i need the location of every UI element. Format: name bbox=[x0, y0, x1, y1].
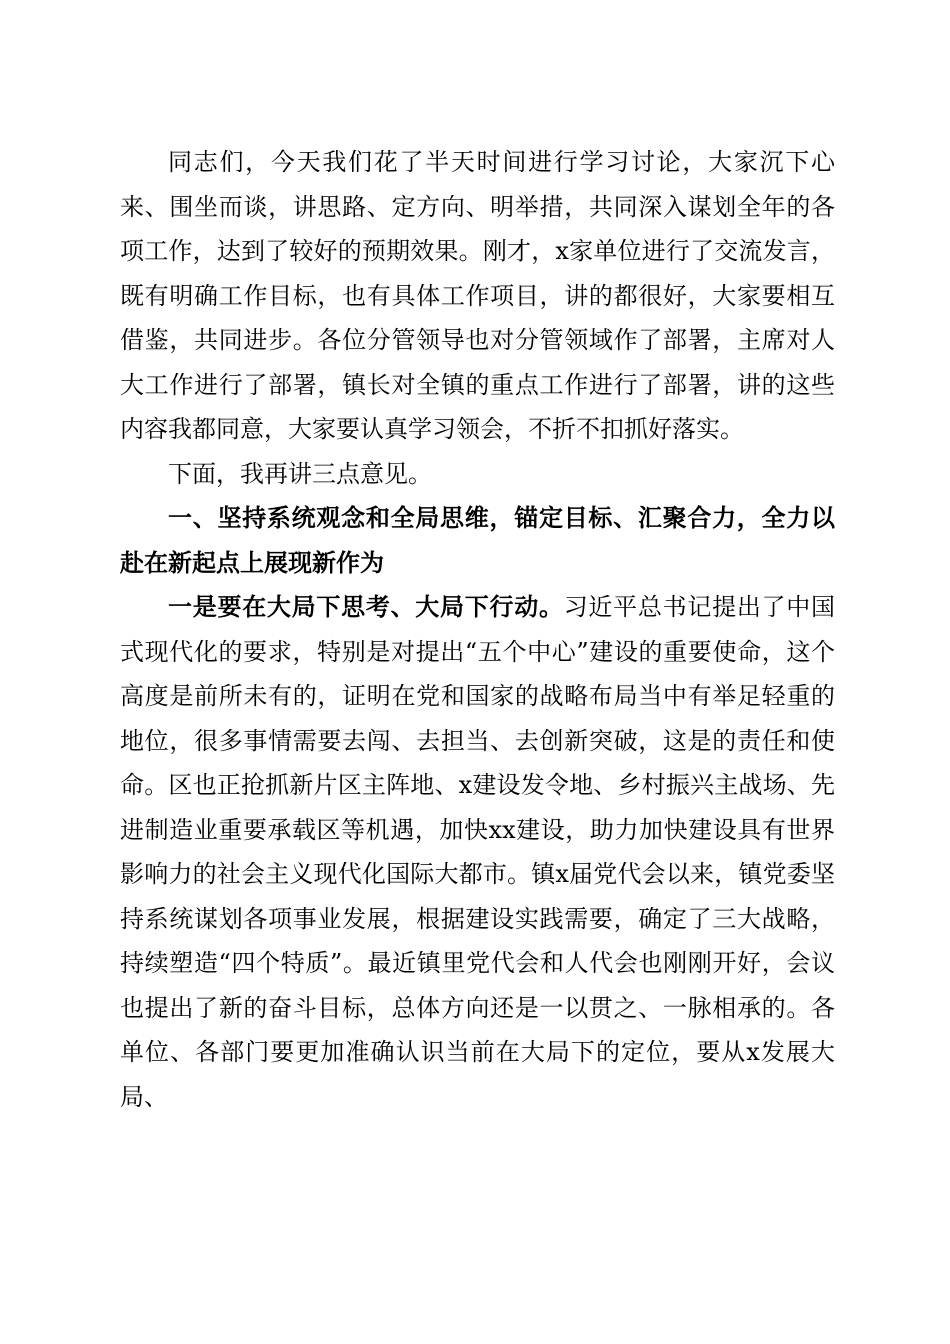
section-1-paragraph bbox=[120, 585, 835, 1119]
transition-paragraph: 下面，我再讲三点意见。 bbox=[168, 459, 432, 488]
opening-paragraph: 同志们，今天我们花了半天时间进行学习讨论，大家沉下心来、围坐而谈，讲思路、定方向、明举措，共同深入谋划全年的各项工作，达到了较好的预期效果。刚才，x家单位进行了交流发言，既有明确工作目标，也有具体工作项目，讲的都很好，大家要相互借鉴，共同进步。各位分管领导也对分管领域作了部署，主席对人大工作进行了部署，镇长对全镇的重点工作进行了部署，讲的这些内容我都同意，大家要认真学习领会，不折不扣抓好落实。 bbox=[120, 148, 835, 443]
section-1-lead: 一是要在大局下思考、大局下行动。 bbox=[168, 592, 564, 621]
document-body bbox=[120, 140, 835, 1119]
section-1-body: 习近平总书记提出了中国式现代化的要求，特别是对提出“五个中心”建设的重要使命，这个高度是前所未有的，证明在党和国家的战略布局当中有举足轻重的地位，很多事情需要去闯、去担当、去创新突破，这是的责任和使命。区也正抢抓新片区主阵地、x建设发令地、乡村振兴主战场、先进制造业重要承载区等机遇，加快xx建设，助力加快建设具有世界影响力的社会主义现代化国际大都市。镇x届党代会以来，镇党委坚持系统谋划各项事业发展，根据建设实践需要，确定了三大战略，持续塑造“四个特质”。最近镇里党代会和人代会也刚刚开好，会议也提出了新的奋斗目标，总体方向还是一以贯之、一脉相承的。各单位、各部门要更加准确认识当前在大局下的定位，要从x发展大局、 bbox=[120, 593, 836, 1111]
section-heading-1: 一、坚持系统观念和全局思维，锚定目标、汇聚合力，全力以赴在新起点上展现新作为 bbox=[120, 504, 835, 577]
